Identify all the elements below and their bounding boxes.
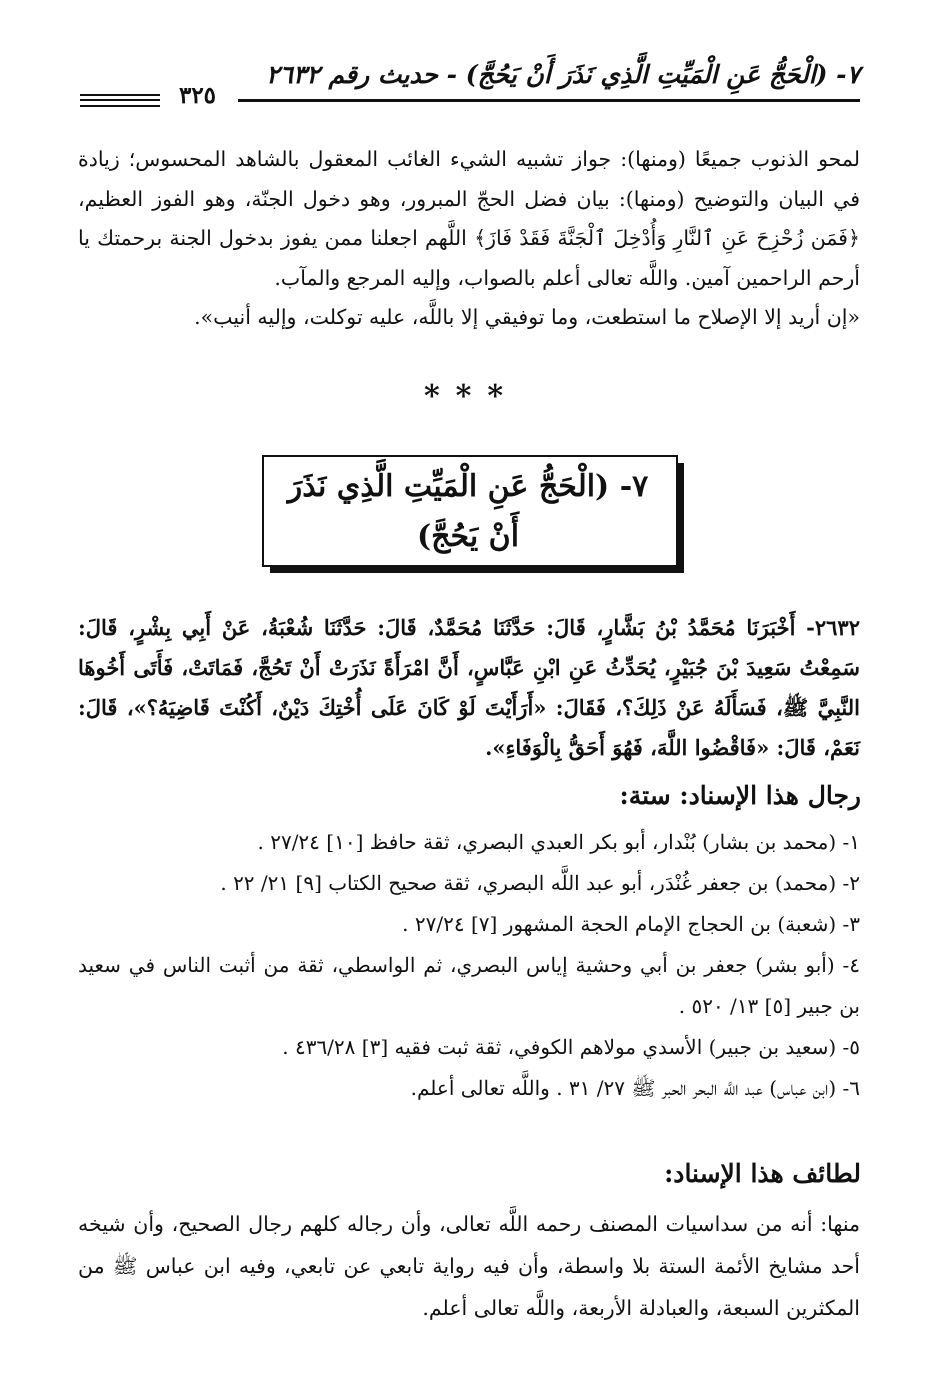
- chapter-title: ٧- (الْحَجُّ عَنِ الْمَيِّتِ الَّذِي نَذَرَ أَنْ يَحُجَّ): [287, 469, 649, 554]
- list-item: ٦- (ابن عباس) عبد اللَّه البحر الحبر ﷺ ٢٧/ ٣١ . واللَّه تعالى أعلم.: [410, 1076, 860, 1100]
- list-item: ٥- (سعيد بن جبير) الأسدي مولاهم الكوفي، ثقة ثبت فقيه [٣] ٤٣٦/٢٨ .: [282, 1035, 860, 1059]
- running-header: [80, 58, 860, 109]
- narrators-list: [78, 822, 860, 1109]
- running-title: ٧- (الْحَجُّ عَنِ الْمَيِّتِ الَّذِي نَذَرَ أَنْ يَحُجَّ) - حديث رقم ٢٦٣٢: [266, 60, 860, 89]
- benefits-heading: لطائف هذا الإسناد:: [664, 1159, 861, 1188]
- narrators-heading: رجال هذا الإسناد: ستة:: [619, 781, 861, 810]
- header-rule-triple: [80, 94, 160, 107]
- list-item: ٣- (شعبة) بن الحجاج الإمام الحجة المشهور [٧] ٢٧/٢٤ .: [402, 912, 860, 936]
- hadith-paragraph: ٢٦٣٢- أَخْبَرَنَا مُحَمَّدُ بْنُ بَشَّارٍ، قَالَ: حَدَّثَنَا مُحَمَّدٌ، قَالَ: حَدَّثَنَا شُعْبَةُ، عَنْ أَبِي بِشْرٍ، قَالَ: سَمِعْتُ سَعِيدَ بْنَ جُبَيْرٍ، يُحَدِّثُ عَنِ ابْنِ عَبَّاسٍ، أَنَّ امْرَأَةً نَذَرَتْ أَنْ تَحُجَّ، فَمَاتَتْ، فَأَتَى أَخُوهَا النَّبِيَّ ﷺ، فَسَأَلَهُ عَنْ ذَلِكَ؟، فَقَالَ: «أَرَأَيْتَ لَوْ كَانَ عَلَى أُخْتِكَ دَيْنٌ، أَكُنْتَ قَاضِيَهُ؟»، قَالَ: نَعَمْ، قَالَ: «فَاقْضُوا اللَّهَ، فَهُوَ أَحَقُّ بِالْوَفَاءِ».: [78, 615, 860, 760]
- list-item: ٢- (محمد) بن جعفر غُنْدَر، أبو عبد اللَّه البصري، ثقة صحيح الكتاب [٩] ٢١/ ٢٢ .: [220, 871, 860, 895]
- intro-text: [78, 140, 860, 338]
- hadith-text: [78, 608, 860, 768]
- page-number: ٣٢٥: [178, 82, 217, 109]
- section-separator: ***: [423, 379, 520, 414]
- intro-paragraph: لمحو الذنوب جميعًا (ومنها): جواز تشبيه الشيء الغائب المعقول بالشاهد المحسوس؛ زيادة في البيان والتوضيح (ومنها): بيان فضل الحجّ المبرور، وهو دخول الجنّة، وهو الفوز العظيم، ﴿فَمَن زُحْزِحَ عَنِ ٱلنَّارِ وَأُدْخِلَ ٱلْجَنَّةَ فَقَدْ فَازَ﴾ اللَّهم اجعلنا ممن يفوز بدخول الجنة برحمتك يا أرحم الراحمين آمين. واللَّه تعالى أعلم بالصواب، وإليه المرجع والمآب.: [78, 147, 860, 290]
- closing-quote: «إن أريد إلا الإصلاح ما استطعت، وما توفيقي إلا باللَّه، عليه توكلت، وإليه أنيب».: [194, 305, 860, 329]
- benefits-text: [78, 1203, 860, 1329]
- list-item: ١- (محمد بن بشار) بُنْدار، أبو بكر العبدي البصري، ثقة حافظ [١٠] ٢٧/٢٤ .: [257, 830, 860, 854]
- header-rule: [238, 99, 860, 102]
- list-item: ٤- (أبو بشر) جعفر بن أبي وحشية إياس البصري، ثم الواسطي، ثقة من أثبت الناس في سعيد بن جبير [٥] ١٣/ ٥٢٠ .: [78, 953, 860, 1018]
- benefits-paragraph: منها: أنه من سداسيات المصنف رحمه اللَّه تعالى، وأن رجاله كلهم رجال الصحيح، وأن شيخه أحد مشايخ الأئمة الستة بلا واسطة، وأن فيه رواية تابعي عن تابعي، وفيه ابن عباس ﷺ من المكثرين السبعة، والعبادلة الأربعة، واللَّه تعالى أعلم.: [78, 1212, 860, 1320]
